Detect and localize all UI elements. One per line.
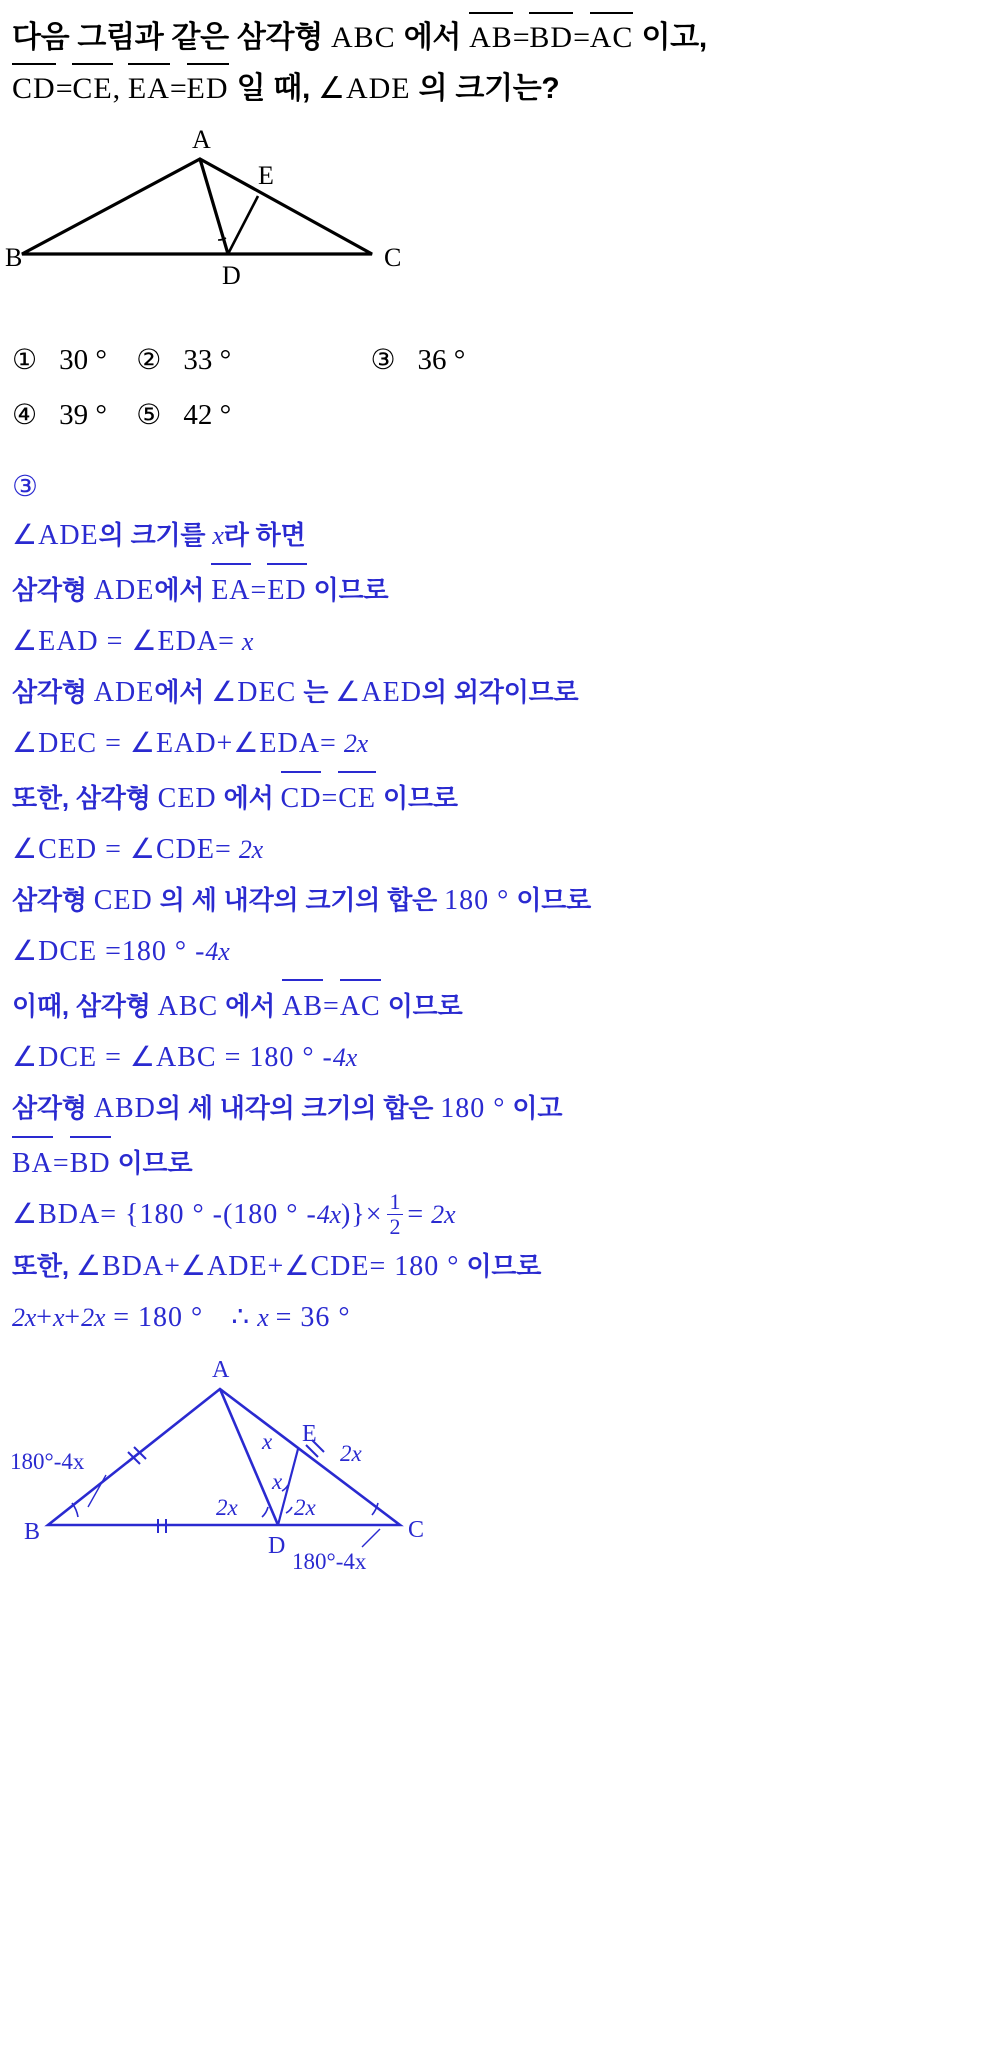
fraction-one-half: $\frac{1}{2}$ — [387, 1190, 404, 1239]
figure2-angle-b: 180°-4x — [10, 1448, 85, 1474]
problem-line-2 — [12, 61, 981, 112]
figure2-angle-ced: 2x — [340, 1440, 362, 1466]
solution-line-16: 2x+x+2x = 180 ° ∴ x = 36 ° — [12, 1301, 351, 1333]
equals-2: = — [573, 21, 590, 54]
segment-ce: CE — [72, 63, 112, 112]
triangle-abc-label: ABC — [330, 21, 396, 54]
solution-line-10: 이때, 삼각형 ABC 에서 AB=AC 이므로 — [12, 977, 993, 1032]
solution-figure-svg — [10, 1357, 570, 1572]
problem-line1-post: 이고, — [641, 21, 707, 54]
segment-ed: ED — [187, 63, 229, 112]
equals-1: = — [512, 21, 530, 54]
choice-1-text[interactable]: 30 ° — [59, 344, 107, 376]
figure1-label-c: C — [384, 243, 402, 272]
problem-figure-svg — [0, 124, 420, 309]
angle-ade-label: ∠ADE — [318, 72, 411, 105]
figure2-angle-ade: x — [272, 1468, 283, 1494]
answer-choices — [0, 333, 993, 443]
choice-4-text[interactable]: 39 ° — [59, 399, 107, 431]
problem-statement — [0, 0, 993, 112]
choice-4-number[interactable]: ④ — [12, 400, 38, 431]
equals-4: = — [169, 72, 187, 105]
figure2-angle-c: 180°-4x — [292, 1548, 367, 1574]
figure2-angle-ead: x — [262, 1428, 273, 1454]
solution-figure — [10, 1357, 570, 1572]
problem-line2-post: 의 크기는? — [418, 72, 560, 105]
figure1-label-a: A — [192, 125, 211, 154]
solution-line-4: 삼각형 ADE에서 ∠DEC 는 ∠AED의 외각이므로 — [12, 677, 579, 708]
choice-1-number[interactable]: ① — [12, 345, 38, 376]
segment-ac: AC — [590, 12, 634, 61]
choice-5-number[interactable]: ⑤ — [136, 400, 162, 431]
solution-line-1: ∠ADE의 크기를 x라 하면 — [12, 520, 306, 551]
figure2-label-d: D — [268, 1532, 286, 1559]
solution-line-8: 삼각형 CED 의 세 내각의 크기의 합은 180 ° 이므로 — [12, 885, 592, 916]
solution-line-15: 또한, ∠BDA+∠ADE+∠CDE= 180 ° 이므로 — [12, 1250, 542, 1282]
choices-row-2 — [12, 388, 993, 443]
figure2-label-c: C — [408, 1516, 425, 1543]
figure2-label-b: B — [24, 1518, 41, 1545]
choice-5-text[interactable]: 42 ° — [183, 399, 232, 431]
answer-mark: ③ — [12, 471, 38, 503]
solution-line-6: 또한, 삼각형 CED 에서 CD=CE 이므로 — [12, 769, 993, 824]
solution-line-11: ∠DCE = ∠ABC = 180 ° -4x — [12, 1042, 358, 1073]
segment-ab: AB — [469, 12, 513, 61]
segment-ed-line — [228, 196, 258, 254]
equals-3: = — [55, 72, 73, 105]
problem-line1-mid: 에서 — [403, 21, 462, 54]
solution-line-5: ∠DEC = ∠EAD+∠EDA= 2x — [12, 728, 368, 759]
segment-ea: EA — [128, 63, 170, 112]
solution-line-12: 삼각형 ABD의 세 내각의 크기의 합은 180 ° 이고 — [12, 1093, 563, 1124]
figure2-label-e: E — [302, 1420, 317, 1447]
choice-3-number[interactable]: ③ — [370, 345, 396, 376]
problem-line1-pre: 다음 그림과 같은 삼각형 — [12, 21, 323, 54]
figure2-label-a: A — [212, 1356, 230, 1383]
choice-3-text[interactable]: 36 ° — [417, 344, 466, 376]
figure1-label-d: D — [222, 261, 241, 290]
choices-row-1 — [12, 333, 993, 388]
segment-cd: CD — [12, 63, 56, 112]
solution-line-7: ∠CED = ∠CDE= 2x — [12, 834, 263, 865]
solution-line-13: BA=BD 이므로 — [12, 1134, 993, 1189]
solution-line-9: ∠DCE =180 ° -4x — [12, 936, 230, 967]
figure2-angle-cde: 2x — [294, 1494, 316, 1520]
solution-line-2: 삼각형 ADE에서 EA=ED 이므로 — [12, 561, 993, 616]
comma-1: , — [112, 72, 120, 105]
triangle-abc-outline — [22, 159, 372, 254]
figure1-label-b: B — [5, 243, 23, 272]
problem-line-1 — [12, 10, 981, 61]
figure2-angle-bda: 2x — [216, 1494, 238, 1520]
solution-line-3: ∠EAD = ∠EDA= x — [12, 626, 254, 657]
choice-2-number[interactable]: ② — [136, 345, 162, 376]
choice-2-text[interactable]: 33 ° — [183, 344, 232, 376]
problem-line2-mid: 일 때, — [236, 72, 311, 105]
segment-bd: BD — [529, 12, 573, 61]
problem-figure — [0, 124, 420, 309]
solution-line-14: ∠BDA= {180 ° -(180 ° -4x)}× $\frac{1}{2}$ = 2x — [12, 1188, 456, 1239]
figure1-label-e: E — [258, 161, 274, 190]
solution-body — [0, 510, 993, 1343]
